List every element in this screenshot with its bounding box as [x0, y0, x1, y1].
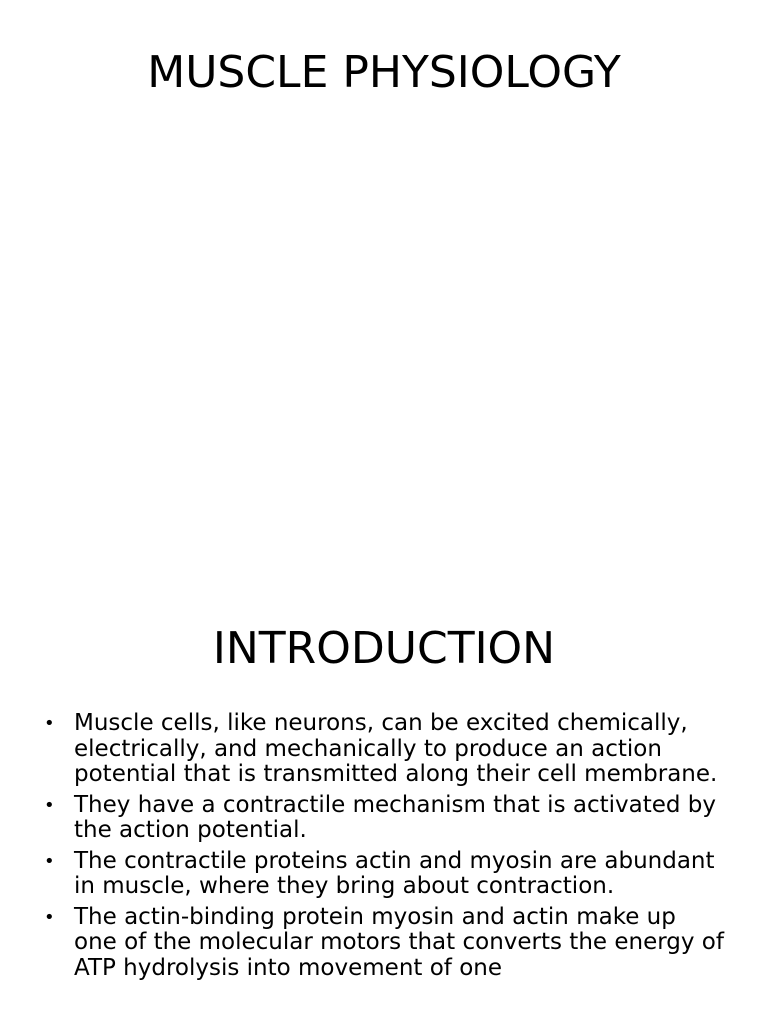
bullet-text: The actin-binding protein myosin and actin make up one of the molecular motors that converts the energy of ATP hydrolysis into movement of one — [74, 903, 724, 981]
bullet-text: The contractile proteins actin and myosin are abundant in muscle, where they bring about contraction. — [74, 847, 715, 899]
slide-title: INTRODUCTION — [212, 623, 556, 674]
bullet-item — [0, 793, 768, 844]
bullet-item — [0, 711, 768, 788]
bullet-item — [0, 905, 768, 982]
slide-title: MUSCLE PHYSIOLOGY — [147, 47, 621, 98]
bullet-text: Muscle cells, like neurons, can be excited chemically, electrically, and mechanically to produce an action potential that is transmitted along their cell membrane. — [74, 710, 718, 787]
slide-introduction — [0, 580, 768, 1024]
bullet-icon: • — [44, 906, 55, 928]
bullet-text: They have a contractile mechanism that is activated by the action potential. — [74, 791, 717, 843]
bullet-icon: • — [44, 794, 55, 816]
bullet-item — [0, 849, 768, 900]
bullet-icon: • — [44, 713, 55, 734]
bullet-list — [0, 711, 768, 986]
bullet-icon: • — [44, 850, 55, 872]
